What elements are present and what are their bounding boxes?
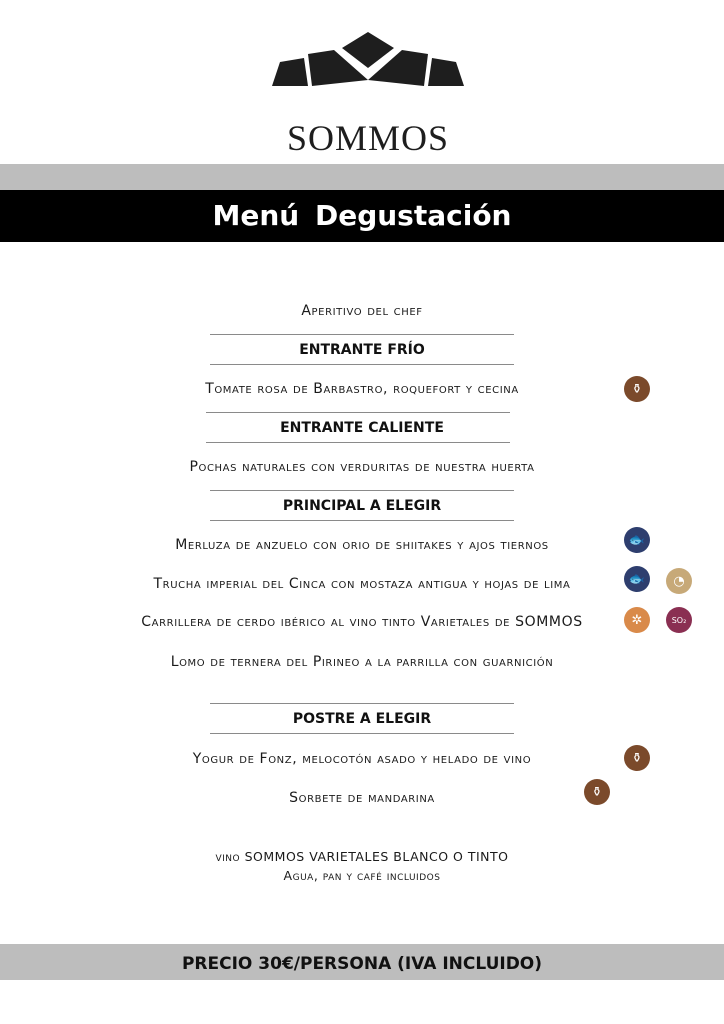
principal-heading: PRINCIPAL A ELEGIR: [282, 498, 442, 514]
sommos-logo: [268, 30, 468, 158]
principal-item-carrillera: Carrillera de cerdo ibérico al vino tinto Varietales de SOMMOS: [141, 614, 583, 630]
gluten-icon: ✲: [624, 607, 650, 633]
fish-icon: 🐟: [624, 527, 650, 553]
menu-title: Menú Degustación: [212, 199, 512, 232]
mustard-icon: ◔: [666, 568, 692, 594]
principal-item-trucha: Trucha imperial del Cinca con mostaza antigua y hojas de lima: [153, 576, 571, 592]
divider: [210, 703, 514, 704]
principal-item-merluza: Merluza de anzuelo con orio de shiitakes y ajos tiernos: [175, 537, 549, 553]
divider: [206, 442, 510, 443]
dairy-icon: ⚱: [584, 779, 610, 805]
entrante-frio-item: Tomate rosa de Barbastro, roquefort y cecina: [205, 381, 519, 397]
principal-item-lomo: Lomo de ternera del Pirineo a la parrilla con guarnición: [170, 654, 554, 670]
header-gray-band: [0, 164, 724, 190]
divider: [210, 334, 514, 335]
wine-note: vino SOMMOS VARIETALES BLANCO O TINTO: [215, 849, 509, 864]
title-band: [0, 190, 724, 242]
divider: [210, 733, 514, 734]
divider: [210, 520, 514, 521]
postre-item-sorbete: Sorbete de mandarina: [289, 790, 435, 806]
logo-text: SOMMOS: [286, 118, 450, 158]
divider: [210, 364, 514, 365]
entrante-frio-heading: ENTRANTE FRÍO: [299, 342, 425, 358]
divider: [206, 412, 510, 413]
included-note: Agua, pan y café incluidos: [283, 868, 441, 883]
logo-mark-icon: [272, 30, 464, 86]
aperitivo-item: Aperitivo del chef: [301, 303, 423, 319]
price-band: [0, 944, 724, 980]
dairy-icon: ⚱: [624, 745, 650, 771]
divider: [210, 490, 514, 491]
sulphites-icon: SO₂: [666, 607, 692, 633]
fish-icon: 🐟: [624, 566, 650, 592]
dairy-icon: ⚱: [624, 376, 650, 402]
postre-heading: POSTRE A ELEGIR: [292, 711, 432, 727]
postre-item-yogur: Yogur de Fonz, melocotón asado y helado de vino: [192, 751, 532, 767]
price-text: PRECIO 30€/PERSONA (IVA INCLUIDO): [181, 954, 543, 974]
entrante-caliente-item: Pochas naturales con verduritas de nuestra huerta: [189, 459, 535, 475]
entrante-caliente-heading: ENTRANTE CALIENTE: [280, 420, 444, 436]
